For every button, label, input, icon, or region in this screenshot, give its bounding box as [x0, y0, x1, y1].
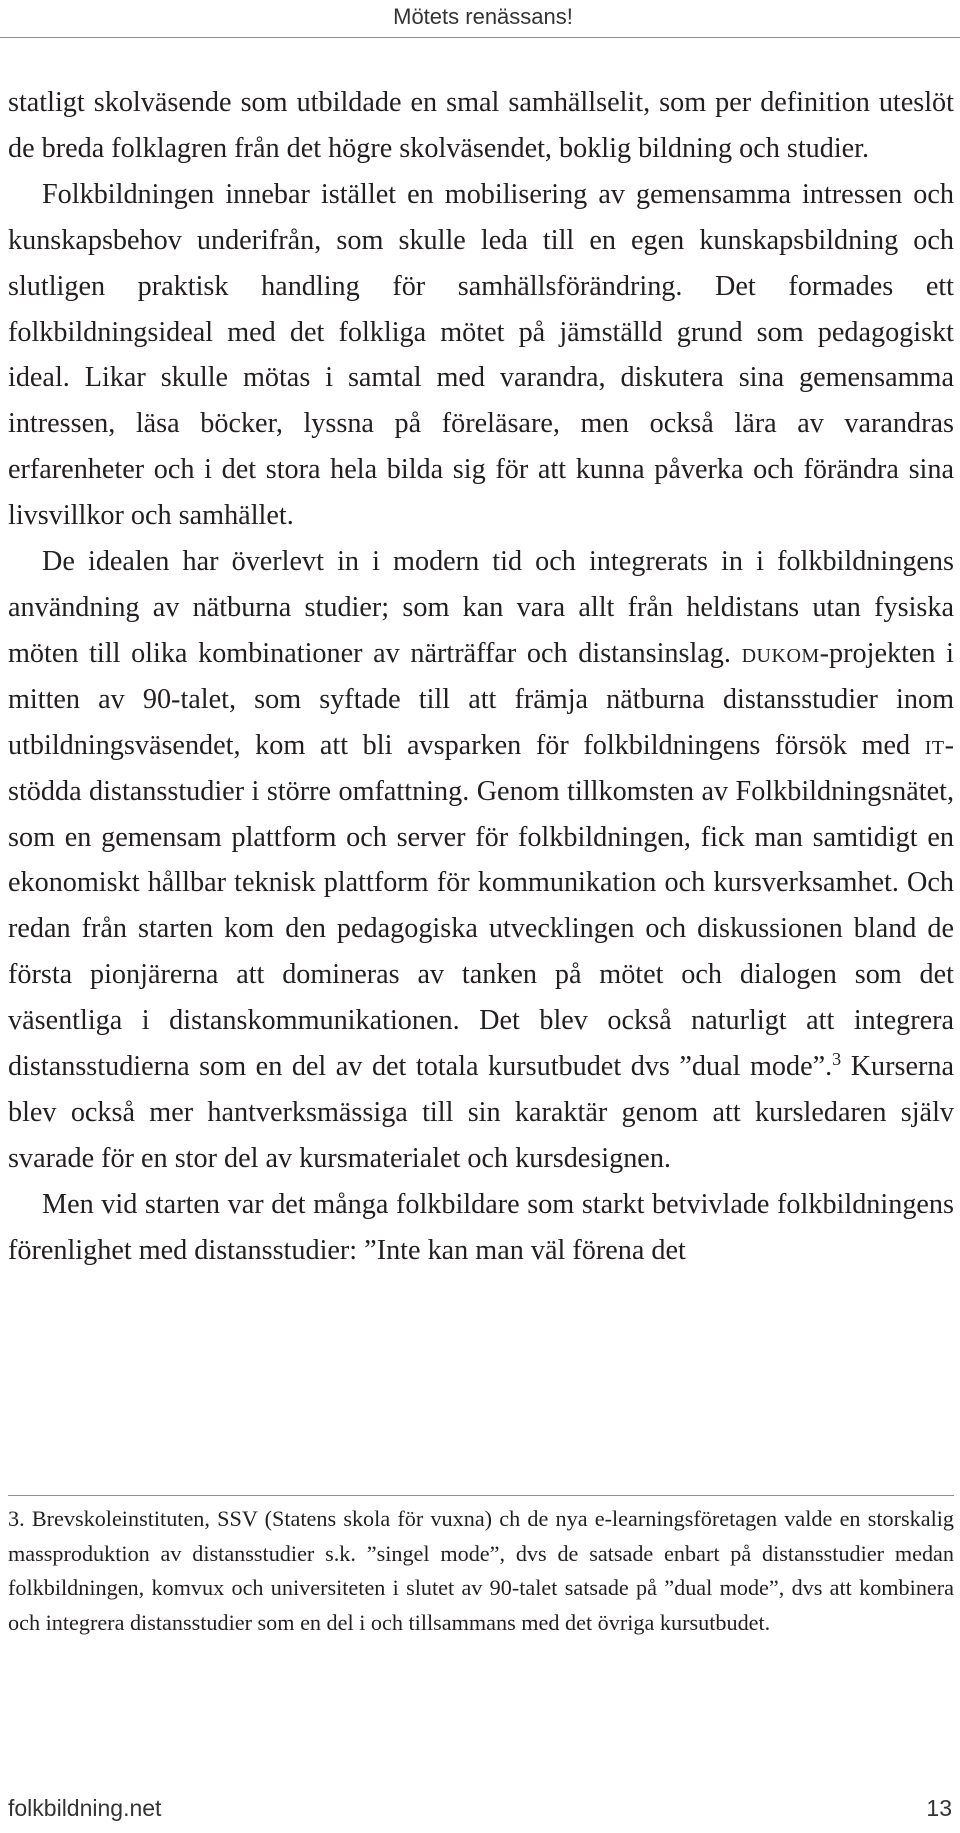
paragraph-3-text-a: De idealen har överlevt in i modern tid och integrerats in i folkbildningens användning av nätburna studier; som kan vara allt från heldistans utan fysiska möten till olika kombinationer av närträffar och distansinslag. — [8, 546, 954, 669]
it-acronym: it — [924, 729, 945, 761]
body-text — [8, 80, 954, 1274]
footnote — [8, 1502, 954, 1640]
footnote-reference[interactable]: 3 — [832, 1049, 842, 1070]
dukom-acronym: dukom — [741, 637, 820, 669]
paragraph-4: Men vid starten var det många folkbildare som starkt betvivlade folkbildningens förenlighet med distansstudier: ”Inte kan man väl förena det — [8, 1188, 954, 1266]
header-divider — [0, 37, 960, 38]
paragraph-3-text-b: -projekten i mitten av 90-talet, som syftade till att främja nätburna distansstudier inom utbildningsväsendet, kom att bli avsparken för folkbildningens försök med — [8, 637, 954, 761]
paragraph-1: statligt skolväsende som utbildade en smal samhällselit, som per definition uteslöt de breda folklagren från det högre skolväsendet, boklig bildning och studier. — [8, 87, 954, 164]
running-title: Mötets renässans! — [393, 4, 573, 29]
paragraph-3-text-d: Kurserna blev också mer hantverksmässiga till sin karaktär genom att kursledaren själv svarade för en stor del av kursmaterialet och kursdesignen. — [8, 1051, 955, 1174]
paragraph-3 — [8, 539, 954, 1182]
footnote-divider — [8, 1495, 954, 1496]
footer-site: folkbildning.net — [8, 1795, 162, 1821]
page-number: 13 — [926, 1795, 952, 1821]
paragraph-3-text-c: -stödda distansstudier i större omfattning. Genom tillkomsten av Folkbildningsnätet, som en gemensam plattform och server för folkbildningen, fick man samtidigt en ekonomiskt hållbar teknisk plattform för kommunikation och kursverksamhet. Och redan från starten kom den pedagogiska utvecklingen och diskussionen bland de första pionjärerna att domineras av tanken på mötet och dialogen som det väsentliga i distanskommunikationen. Det blev också naturligt att integrera distansstudierna som en del av det totala kursutbudet dvs ”dual mode”. — [8, 729, 954, 1083]
paragraph-2: Folkbildningen innebar istället en mobilisering av gemensamma intressen och kunskapsbehov underifrån, som skulle leda till en egen kunskapsbildning och slutligen praktisk handling för samhällsförändring. Det formades ett folkbildningsideal med det folkliga mötet på jämställd grund som pedagogiskt ideal. Likar skulle mötas i samtal med varandra, diskutera sina gemensamma intressen, läsa böcker, lyssna på föreläsare, men också lära av varandras erfarenheter och i det stora hela bilda sig för att kunna påverka och förändra sina livsvillkor och samhället. — [8, 178, 954, 532]
footnote-3-text: 3. Brevskoleinstituten, SSV (Statens skola för vuxna) ch de nya e-learningsföretagen valde en storskalig massproduktion av distansstudier s.k. ”singel mode”, dvs de satsade enbart på distansstudier medan folkbildningen, komvux och universiteten i slutet av 90-talet satsade på ”dual mode”, dvs att kombinera och integrera distansstudier som en del i och tillsammans med det övriga kursutbudet. — [8, 1506, 954, 1635]
